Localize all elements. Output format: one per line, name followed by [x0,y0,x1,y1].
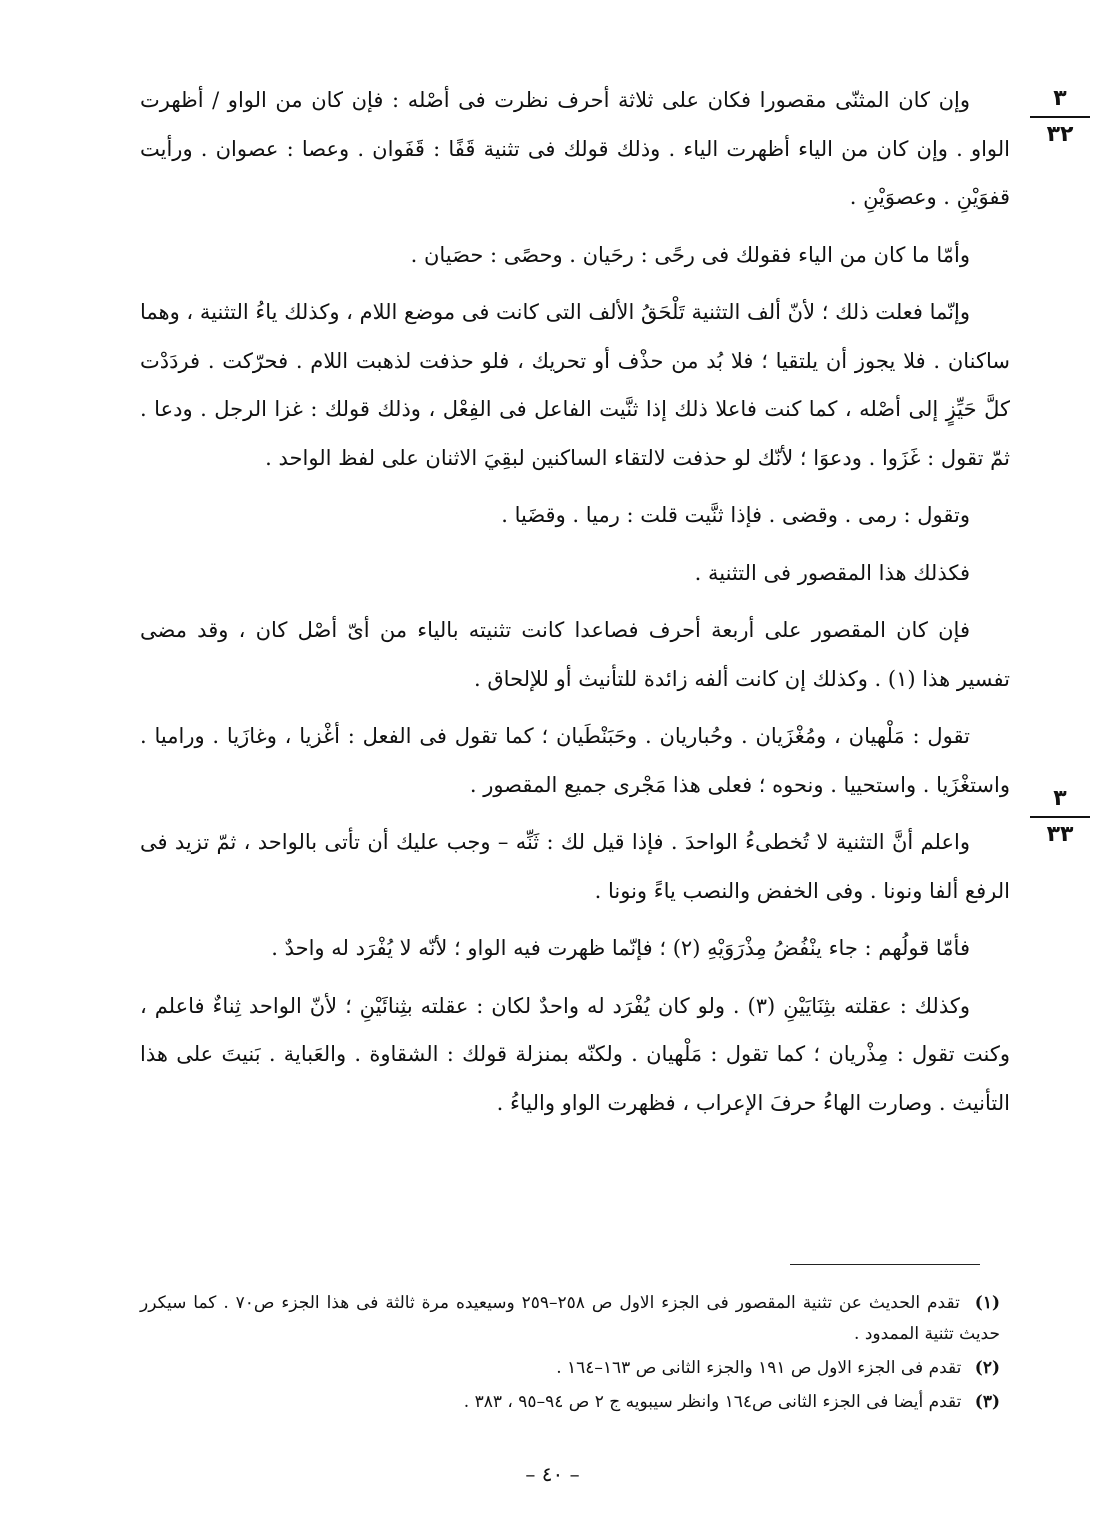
footnote-text: تقدم الحديث عن تثنية المقصور فى الجزء الاول ص ٢٥٨–٢٥٩ وسيعيده مرة ثالثة فى هذا الجزء ص٧٠ . كما سيكرر حديث تثنية الممدود . [140,1293,1000,1344]
paragraph: فأمّا قولُهم : جاء ينْفُضُ مِذْرَوَيْهِ (٢) ؛ فإنّما ظهرت فيه الواو ؛ لأنّه لا يُفْرَد له واحدٌ . [271,936,970,960]
footnote [140,1353,1000,1384]
margin-ref-page: ٣٣ [1046,822,1074,847]
footnote-text: تقدم أيضا فى الجزء الثانى ص١٦٤ وانظر سيبويه ج ٢ ص ٩٤–٩٥ ، ٣٨٣ . [463,1392,962,1412]
paragraph: وإنّما فعلت ذلك ؛ لأنّ ألف التثنية تَلْحَقُ الألف التى كانت فى موضع اللام ، وكذلك ياءُ التثنية ، وهما ساكنان . فلا يجوز أن يلتقيا ؛ فلا بُد من حذْف أو تحريك ، فلو حذفت لذهبت اللام . فحرّكت . فردَدْت كلَّ حَيِّزٍ إلى أصْله ، كما كنت فاعلا ذلك إذا ثنَّيت الفاعل فى الفِعْل ، وذلك قولك : غزا الرجل . ودعا . ثمّ تقول : غَزَوا . ودعوَا ؛ لأنّك لو حذفت لالتقاء الساكنين لبقِيَ الاثنان على لفظ الواحد . [140,300,1010,470]
footnotes-section [140,1288,1000,1421]
footnote-text: تقدم فى الجزء الاول ص ١٩١ والجزء الثانى ص ١٦٣–١٦٤ . [556,1358,962,1378]
footnote-number: (١) [974,1293,1000,1313]
margin-page-reference [1030,784,1090,850]
paragraph: تقول : مَلْهيان ، ومُغْزَيان . وحُباريان . وحَبَنْطَيان ؛ كما تقول فى الفعل : أغْزيا ، وغازَيا . وراميا . واستغْزَيا . واستحييا . ونحوه ؛ فعلى هذا مَجْرى جميع المقصور . [140,724,1010,797]
main-text-body [140,76,1010,1136]
page-number: – ٤٠ – [525,1462,580,1486]
paragraph: فكذلك هذا المقصور فى التثنية . [694,560,970,585]
paragraph: فإن كان المقصور على أربعة أحرف فصاعدا كانت تثنيته بالياء من أىّ أصْل كان ، وقد مضى تفسير هذا (١) . وكذلك إن كانت ألفه زائدة للتأنيث أو للإلحاق . [140,618,1010,691]
margin-ref-volume: ٣ [1030,784,1090,818]
footnote-number: (٢) [974,1358,1000,1378]
footnote [140,1387,1000,1418]
paragraph: وكذلك : عقلته بثِنَايَيْنِ (٣) . ولو كان يُفْرَد له واحدٌ لكان : عقلته بثِنائَيْنِ ؛ لأنّ الواحد ثِناءٌ فاعلم ، وكنت تقول : مِذْريان ؛ كما تقول : مَلْهيان . ولكنّه بمنزلة قولك : الشقاوة . والعَباية . بَنيتَ على هذا التأنيث . وصارت الهاءُ حرفَ الإعراب ، فظهرت الواو والياءُ . [140,993,1010,1115]
margin-ref-volume: ٣ [1030,84,1090,118]
paragraph: وإن كان المثنّى مقصورا فكان على ثلاثة أحرف نظرت فى أصْله : فإن كان من الواو / أظهرت الواو . وإن كان من الياء أظهرت الياء . وذلك قولك فى تثنية قَفًا : قَفَوان . وعصا : عصوان . ورأيت قفوَيْنِ . وعصوَيْنِ . [140,88,1010,209]
margin-ref-page: ٣٢ [1046,122,1074,147]
paragraph: وتقول : رمى . وقضى . فإذا ثنَّيت قلت : رميا . وقضَيا . [501,503,970,527]
footnote-number: (٣) [974,1392,1000,1412]
footnote-separator [790,1264,980,1265]
paragraph: وأمّا ما كان من الياء فقولك فى رحًى : رحَيان . وحصًى : حصَيان . [410,242,970,267]
margin-page-reference [1030,84,1090,150]
footnote [140,1288,1000,1350]
paragraph: واعلم أنَّ التثنية لا تُخطىءُ الواحدَ . فإذا قيل لك : ثَنِّه – وجب عليك أن تأتى بالواحد ، ثمّ تزيد فى الرفع ألفا ونونا . وفى الخفض والنصب ياءً ونونا . [140,830,1010,903]
